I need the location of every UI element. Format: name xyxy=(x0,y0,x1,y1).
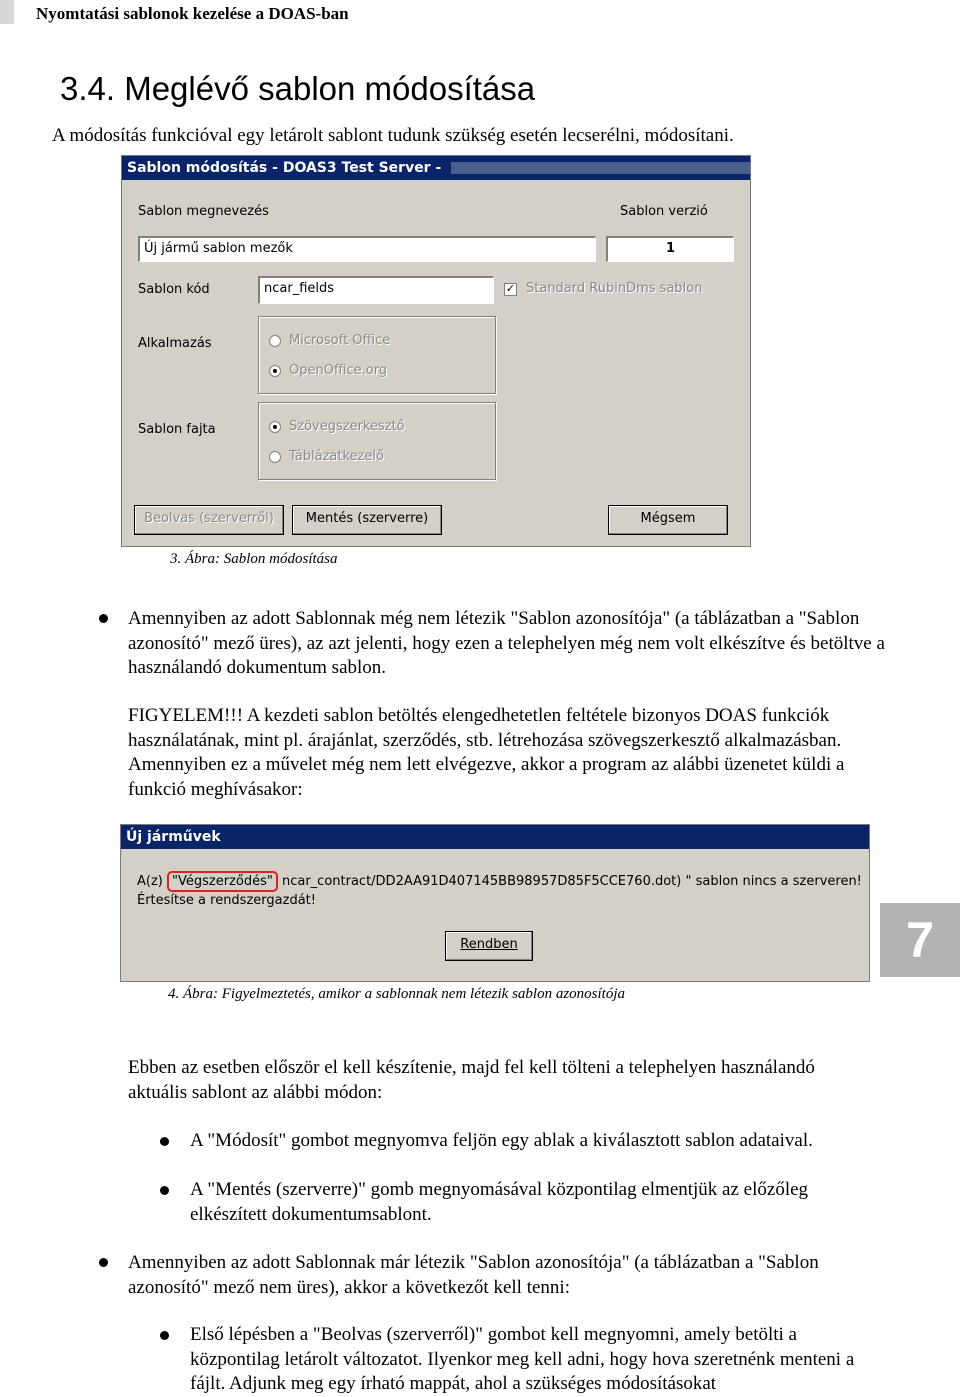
warning-paragraph: FIGYELEM!!! A kezdeti sablon betöltés elengedhetetlen feltétele bizonyos DOAS funkciók használatának, mint pl. árajánlat, szerződés, stb. létrehozása szövegszerkesztő alkalmazásban. Amennyiben ez a művelet még nem lett elvégezve, akkor a program az alábbi üzenetet küldi a funkció meghívásakor: xyxy=(128,705,845,800)
header-marker xyxy=(0,0,14,24)
redacted-server-name xyxy=(451,162,750,174)
figure-3-caption: 3. Ábra: Sablon módosítása xyxy=(170,551,338,567)
dialog-titlebar xyxy=(122,156,750,180)
save-to-server-button[interactable]: Mentés (szerverre) xyxy=(292,505,442,535)
message-line-2: Értesítse a rendszergazdát! xyxy=(137,893,316,908)
ok-button[interactable]: Rendben xyxy=(445,931,533,961)
highlighted-template-name: "Végszerződés" xyxy=(167,871,278,892)
application-label: Alkalmazás xyxy=(138,336,212,351)
dialog-title: Sablon módosítás - DOAS3 Test Server - xyxy=(127,160,442,176)
template-edit-dialog xyxy=(121,155,751,547)
section-heading: 3.4. Meglévő sablon módosítása xyxy=(60,70,536,107)
standard-template-checkbox[interactable]: ✓ xyxy=(505,283,516,295)
radio-text-editor[interactable] xyxy=(269,421,281,433)
sub-bullet xyxy=(160,1186,169,1195)
instruction-paragraph: Ebben az esetben először el kell készítenie, majd fel kell tölteni a telephelyen használandó aktuális sablont az alábbi módon: xyxy=(128,1057,815,1103)
application-group xyxy=(258,316,496,394)
paragraph-has-id: Amennyiben az adott Sablonnak már létezik "Sablon azonosítója" (a táblázatban a "Sablon azonosító" mező nem üres), akkor a következőt kell tenni: xyxy=(128,1252,819,1298)
template-version-label: Sablon verzió xyxy=(620,204,708,219)
template-name-label: Sablon megnevezés xyxy=(138,204,269,219)
bullet xyxy=(99,614,108,623)
message-suffix: ncar_contract/DD2AA91D407145BB98957D85F5CCE760.dot) " sablon nincs a szerveren! xyxy=(277,874,862,889)
radio-openoffice[interactable] xyxy=(269,365,281,377)
step-modify: A "Módosít" gombot megnyomva feljön egy ablak a kiválasztott sablon adataival. xyxy=(190,1130,813,1151)
running-header: Nyomtatási sablonok kezelése a DOAS-ban xyxy=(36,4,349,23)
figure-4-caption: 4. Ábra: Figyelmeztetés, amikor a sablonnak nem létezik sablon azonosítója xyxy=(168,986,626,1002)
intro-text: A módosítás funkcióval egy letárolt sablont tudunk szükség esetén lecserélni, módosítani. xyxy=(52,125,734,146)
option-spreadsheet: Táblázatkezelő xyxy=(289,449,384,464)
message-text xyxy=(137,874,862,889)
template-kind-label: Sablon fajta xyxy=(138,422,216,437)
template-name-field[interactable]: Új jármű sablon mezők xyxy=(138,236,596,262)
radio-spreadsheet[interactable] xyxy=(269,451,281,463)
bullet xyxy=(99,1258,108,1267)
option-microsoft-office: Microsoft Office xyxy=(289,333,391,348)
step-load: Első lépésben a "Beolvas (szerverről)" gombot kell megnyomni, amely betölti a központilag letárolt változatot. Ilyenkor meg kell adni, hogy hova szeretnénk menteni a fájlt. Adjunk meg egy írható mappát, ahol a szükséges módosításokat xyxy=(190,1324,855,1394)
load-from-server-button[interactable]: Beolvas (szerverről) xyxy=(134,505,284,535)
message-prefix: A(z) xyxy=(137,874,167,889)
option-text-editor: Szövegszerkesztő xyxy=(289,419,405,434)
template-code-label: Sablon kód xyxy=(138,282,210,297)
radio-microsoft-office[interactable] xyxy=(269,335,281,347)
option-openoffice: OpenOffice.org xyxy=(289,363,388,378)
template-code-field[interactable]: ncar_fields xyxy=(258,276,494,304)
sub-bullet xyxy=(160,1331,169,1340)
template-version-field[interactable]: 1 xyxy=(606,236,734,262)
cancel-button[interactable]: Mégsem xyxy=(608,505,728,535)
page-number-tab: 7 xyxy=(880,903,960,977)
sub-bullet xyxy=(160,1137,169,1146)
message-titlebar: Új járművek xyxy=(121,825,869,849)
template-kind-group xyxy=(258,402,496,480)
step-save: A "Mentés (szerverre)" gomb megnyomásával központilag elmentjük az előzőleg elkészített dokumentumsablont. xyxy=(190,1179,809,1225)
paragraph-no-id: Amennyiben az adott Sablonnak még nem létezik "Sablon azonosítója" (a táblázatban a "Sablon azonosító" mező üres), az azt jelenti, hogy ezen a telephelyen még nem volt elkészítve és betöltve a használandó dokumentum sablon. xyxy=(128,608,885,678)
standard-template-label: Standard RubinDms sablon xyxy=(526,281,703,296)
missing-template-dialog xyxy=(120,824,870,982)
